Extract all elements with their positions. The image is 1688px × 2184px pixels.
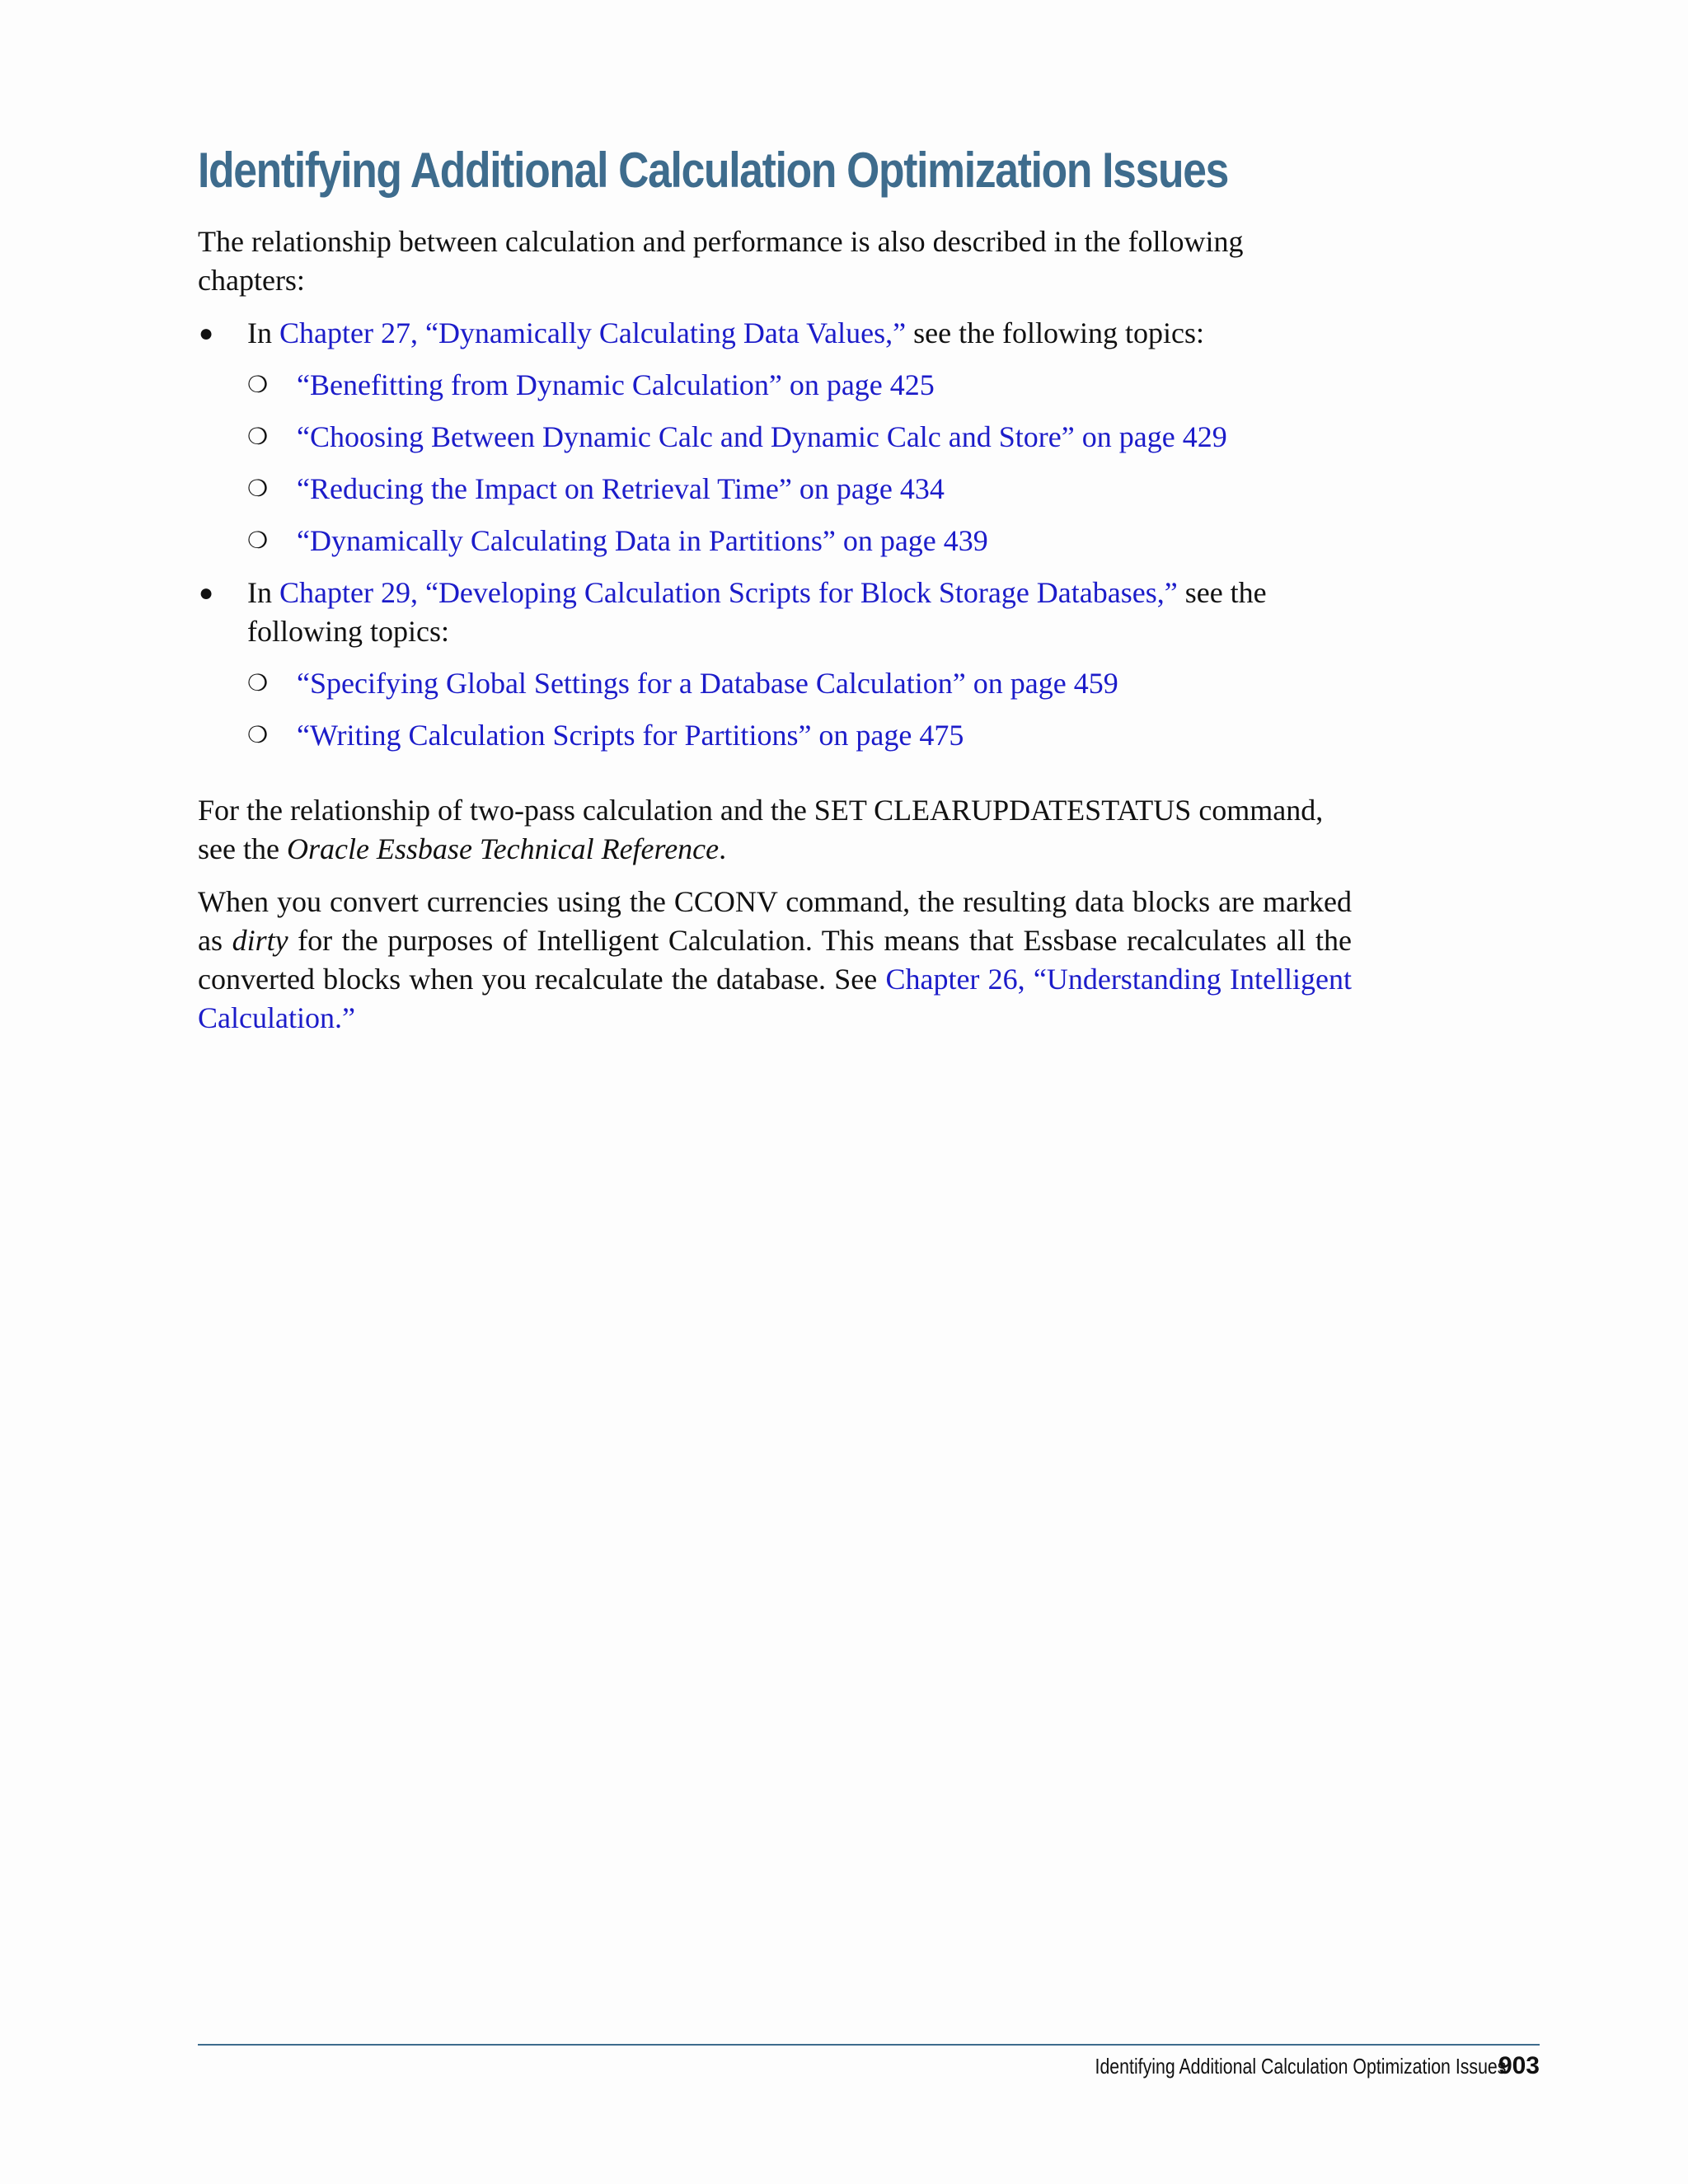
bullet-icon: ●	[198, 320, 214, 347]
chapter-list	[198, 314, 1352, 755]
para2-text: For the relationship of two-pass calculation and the SET CLEARUPDATESTATUS command, see the	[198, 794, 1324, 865]
topic-list	[247, 664, 1352, 755]
bullet-prefix: In	[247, 576, 279, 609]
chapter-27-link[interactable]: Chapter 27, “Dynamically Calculating Data Values,”	[279, 316, 907, 349]
para3-part1: When you convert currencies using the CCONV command, the resulting data blocks are marked as	[198, 885, 1352, 957]
para3-part2: for the purposes of Intelligent Calculation. This means that Essbase recalculates all the converted blocks when you recalculate the database. See	[198, 924, 1352, 996]
chapter-bullet	[198, 574, 1352, 755]
page-heading: Identifying Additional Calculation Optimization Issues	[198, 143, 1229, 198]
topic-item	[247, 366, 1352, 405]
topic-link[interactable]: “Reducing the Impact on Retrieval Time” on page 434	[297, 472, 945, 505]
topic-item	[247, 664, 1352, 703]
dirty-term: dirty	[232, 924, 288, 957]
topic-link[interactable]: “Specifying Global Settings for a Database Calculation” on page 459	[297, 667, 1118, 700]
technical-reference-title: Oracle Essbase Technical Reference	[286, 832, 720, 865]
chapter-26-link[interactable]: Chapter 26, “Understanding Intelligent Calculation.”	[198, 963, 1352, 1034]
bullet-icon: ●	[198, 579, 214, 607]
bullet-suffix: see the following topics:	[247, 576, 1267, 648]
cconv-paragraph	[198, 883, 1352, 1038]
para2-end: .	[719, 832, 727, 865]
topic-link[interactable]: “Benefitting from Dynamic Calculation” on page 425	[297, 368, 935, 401]
topic-link[interactable]: “Dynamically Calculating Data in Partitions” on page 439	[297, 524, 988, 557]
two-pass-paragraph	[198, 791, 1352, 869]
topic-item	[247, 418, 1352, 457]
bullet-prefix: In	[247, 316, 279, 349]
footer-title: Identifying Additional Calculation Optimization Issues	[1095, 2054, 1507, 2079]
page-number: 903	[1498, 2052, 1540, 2079]
page-footer	[1005, 2052, 1540, 2080]
chapter-bullet	[198, 314, 1352, 560]
topic-item	[247, 522, 1352, 560]
topic-link[interactable]: “Choosing Between Dynamic Calc and Dynamic Calc and Store” on page 429	[297, 420, 1227, 453]
sub-bullet-icon: ❍	[247, 373, 269, 398]
topic-link[interactable]: “Writing Calculation Scripts for Partitions” on page 475	[297, 719, 964, 752]
intro-paragraph: The relationship between calculation and performance is also described in the following chapters:	[198, 225, 1244, 297]
topic-list	[247, 366, 1352, 560]
topic-item	[247, 716, 1352, 755]
body-text	[198, 223, 1352, 1038]
sub-bullet-icon: ❍	[247, 671, 269, 696]
topic-item	[247, 470, 1352, 509]
sub-bullet-icon: ❍	[247, 476, 269, 502]
bullet-suffix: see the following topics:	[906, 316, 1205, 349]
sub-bullet-icon: ❍	[247, 723, 269, 748]
sub-bullet-icon: ❍	[247, 424, 269, 450]
chapter-29-link[interactable]: Chapter 29, “Developing Calculation Scripts for Block Storage Databases,”	[279, 576, 1178, 609]
footer-divider	[198, 2044, 1540, 2046]
sub-bullet-icon: ❍	[247, 528, 269, 554]
